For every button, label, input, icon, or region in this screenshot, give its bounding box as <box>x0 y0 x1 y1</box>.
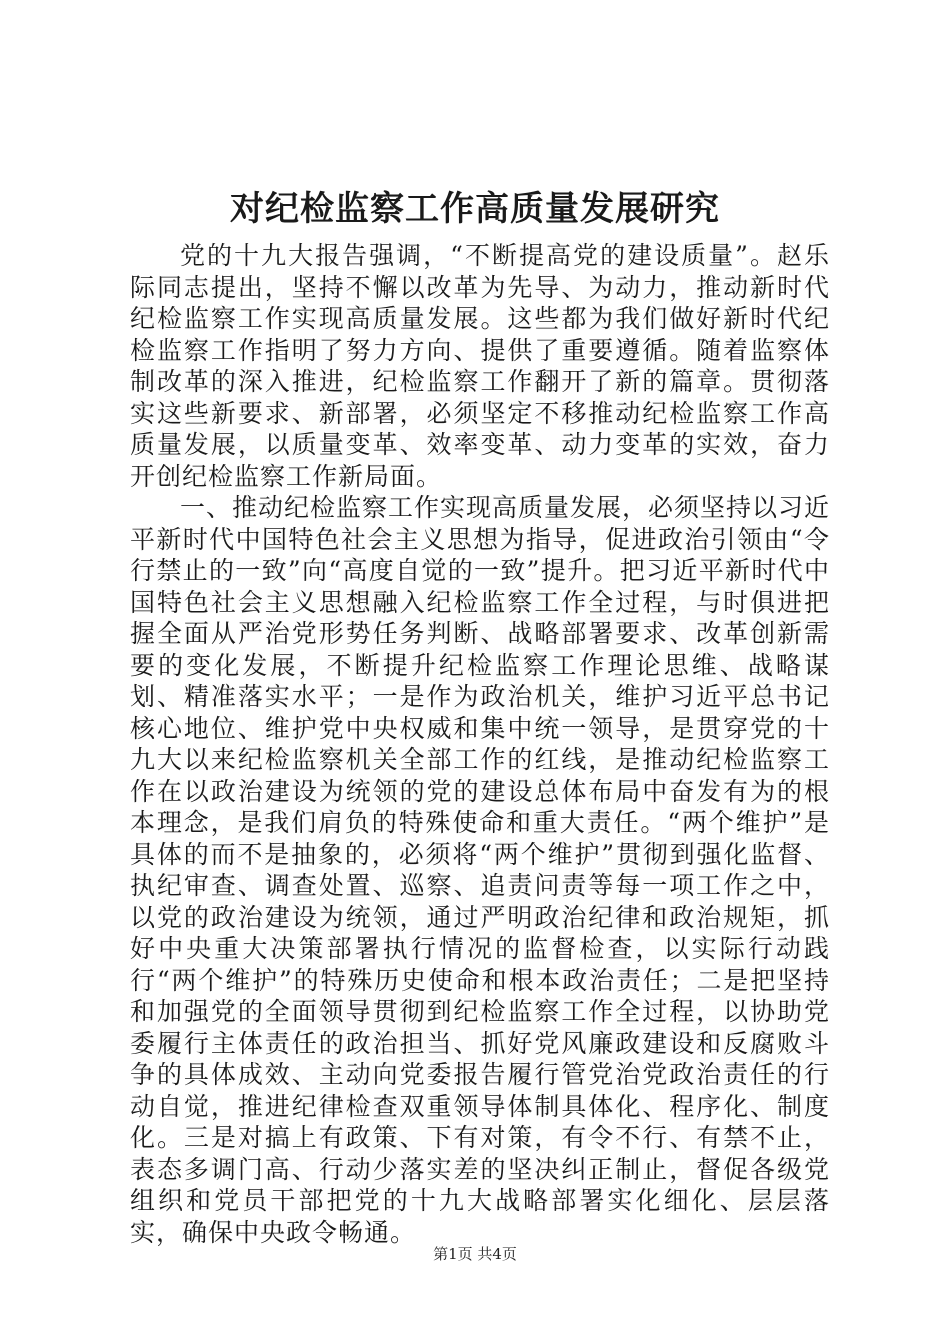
document-title: 对纪检监察工作高质量发展研究 <box>230 189 720 229</box>
paragraph-section-one: 一、推动纪检监察工作实现高质量发展，必须坚持以习近平新时代中国特色社会主义思想为指导，促进政治引领由“令行禁止的一致”向“高度自觉的一致”提升。把习近平新时代中国特色社会主义思想融入纪检监察工作全过程，与时俱进把握全面从严治党形势任务判断、战略部署要求、改革创新需要的变化发展，不断提升纪检监察工作理论思维、战略谋划、精准落实水平；一是作为政治机关，维护习近平总书记核心地位、维护党中央权威和集中统一领导，是贯穿党的十九大以来纪检监察机关全部工作的红线，是推动纪检监察工作在以政治建设为统领的党的建设总体布局中奋发有为的根本理念，是我们肩负的特殊使命和重大责任。“两个维护”是具体的而不是抽象的，必须将“两个维护”贯彻到强化监督、执纪审查、调查处置、巡察、追责问责等每一项工作之中，以党的政治建设为统领，通过严明政治纪律和政治规矩，抓好中央重大决策部署执行情况的监督检查，以实际行动践行“两个维护”的特殊历史使命和根本政治责任；二是把坚持和加强党的全面领导贯彻到纪检监察工作全过程，以协助党委履行主体责任的政治担当、抓好党风廉政建设和反腐败斗争的具体成效、主动向党委报告履行管党治党政治责任的行动自觉，推进纪律检查双重领导体制具体化、程序化、制度化。三是对搞上有政策、下有对策，有令不行、有禁不止，表态多调门高、行动少落实差的坚决纠正制止，督促各级党组织和党员干部把党的十九大战略部署实化细化、层层落实，确保中央政令畅通。 <box>130 493 831 1247</box>
page-number-footer: 第1页 共4页 <box>433 1245 517 1263</box>
document-body <box>130 240 830 1248</box>
paragraph-intro: 党的十九大报告强调，“不断提高党的建设质量”。赵乐际同志提出，坚持不懈以改革为先导、为动力，推动新时代纪检监察工作实现高质量发展。这些都为我们做好新时代纪检监察工作指明了努力方向、提供了重要遵循。随着监察体制改革的深入推进，纪检监察工作翻开了新的篇章。贯彻落实这些新要求、新部署，必须坚定不移推动纪检监察工作高质量发展，以质量变革、效率变革、动力变革的实效，奋力开创纪检监察工作新局面。 <box>130 241 830 491</box>
